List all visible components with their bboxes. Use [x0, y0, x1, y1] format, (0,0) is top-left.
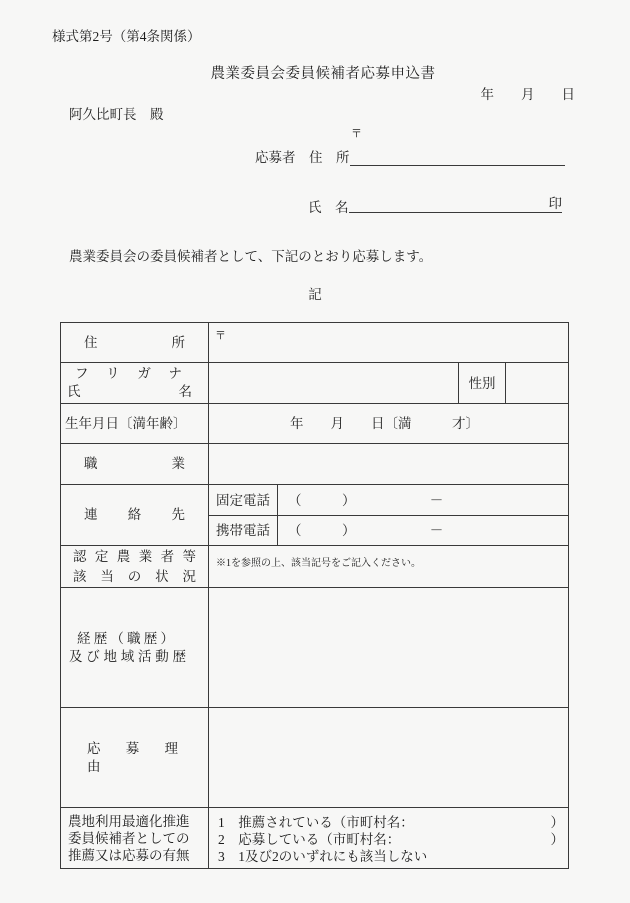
applicant-name-line — [308, 196, 562, 213]
page-title: 農業委員会委員候補者応募申込書 — [210, 66, 436, 82]
name-label: 氏 名 — [67, 384, 192, 399]
option2-close-paren: ） — [550, 831, 564, 847]
birth-label-cell — [61, 404, 209, 444]
birth-value-cell — [209, 404, 568, 444]
addressee: 阿久比町長 殿 — [69, 107, 164, 122]
applicant-name-label: 氏 名 — [308, 200, 349, 215]
contact-label-cell — [61, 485, 209, 546]
option1-text: 1 推薦されている（市町村名： — [218, 814, 414, 830]
fixed-phone-format: （ ） － — [288, 492, 444, 508]
recommendation-label-line3: 推薦又は応募の有無 — [68, 847, 190, 863]
recommendation-label-cell — [61, 808, 209, 868]
address-fill-line — [350, 150, 565, 166]
recommendation-option-2 — [218, 831, 564, 848]
mobile-phone-format: （ ） － — [288, 523, 444, 538]
address-value-cell — [209, 323, 568, 363]
option3-text: 3 1及び2のいずれにも該当しない — [218, 848, 428, 864]
gender-value-cell — [506, 363, 568, 404]
gender-label: 性別 — [468, 375, 496, 391]
mobile-phone-label-cell — [209, 516, 278, 546]
applicant-address-label: 応募者 住 所 — [255, 150, 350, 165]
reason-value-cell — [209, 708, 568, 808]
address-postal-mark: 〒 — [215, 330, 226, 342]
option1-close-paren: ） — [550, 814, 564, 830]
occupation-label-cell — [61, 444, 209, 485]
occupation-label: 職 業 — [84, 456, 185, 471]
fixed-phone-label-cell — [209, 485, 278, 516]
gender-label-cell — [459, 363, 506, 404]
birth-value-template: 年 月 日〔満 才〕 — [290, 416, 479, 431]
name-fill-line — [349, 196, 563, 213]
fixed-phone-label: 固定電話 — [216, 492, 270, 508]
date-line: 年 月 日 — [480, 87, 575, 102]
certified-label-cell — [61, 546, 209, 588]
postal-mark: 〒 — [351, 128, 362, 140]
name-label-cell — [61, 363, 209, 404]
recommendation-option-3 — [218, 848, 564, 865]
form-code: 様式第2号（第4条関係） — [52, 29, 201, 44]
career-label-cell — [61, 588, 209, 708]
section-mark: 記 — [308, 287, 322, 302]
fixed-phone-value-cell — [278, 485, 568, 516]
declaration-text: 農業委員会の委員候補者として、下記のとおり応募します。 — [69, 249, 433, 264]
reason-label-cell — [61, 708, 209, 808]
seal-label: 印 — [548, 196, 562, 211]
address-label-cell — [61, 323, 209, 363]
career-label-line1: 経歴（職歴） — [77, 630, 174, 646]
mobile-phone-label: 携帯電話 — [216, 523, 270, 538]
option2-text: 2 応募している（市町村名： — [218, 831, 401, 847]
certified-label-line2: 該当の状況 — [73, 568, 196, 584]
recommendation-label-line1: 農地利用最適化推進 — [68, 813, 190, 829]
application-form-table — [60, 322, 569, 869]
address-label: 住 所 — [84, 334, 185, 350]
birth-label: 生年月日〔満年齢〕 — [65, 416, 187, 431]
applicant-address-line — [255, 149, 565, 166]
recommendation-option-1 — [218, 814, 564, 831]
certified-value-cell — [209, 546, 568, 588]
furigana-label: フ リ ガ ナ — [75, 366, 182, 381]
career-label-line2: 及び地域活動歴 — [69, 648, 186, 664]
mobile-phone-value-cell — [278, 516, 568, 546]
recommendation-label-line2: 委員候補者としての — [68, 830, 190, 846]
certified-note: ※1を参照の上、該当記号をご記入ください。 — [216, 558, 421, 569]
name-value-cell — [209, 363, 459, 404]
reason-label: 応 募 理 由 — [87, 740, 192, 774]
occupation-value-cell — [209, 444, 568, 485]
contact-label: 連 絡 先 — [84, 507, 185, 522]
recommendation-value-cell — [209, 808, 568, 868]
career-value-cell — [209, 588, 568, 708]
certified-label-line1: 認定農業者等 — [73, 548, 196, 564]
